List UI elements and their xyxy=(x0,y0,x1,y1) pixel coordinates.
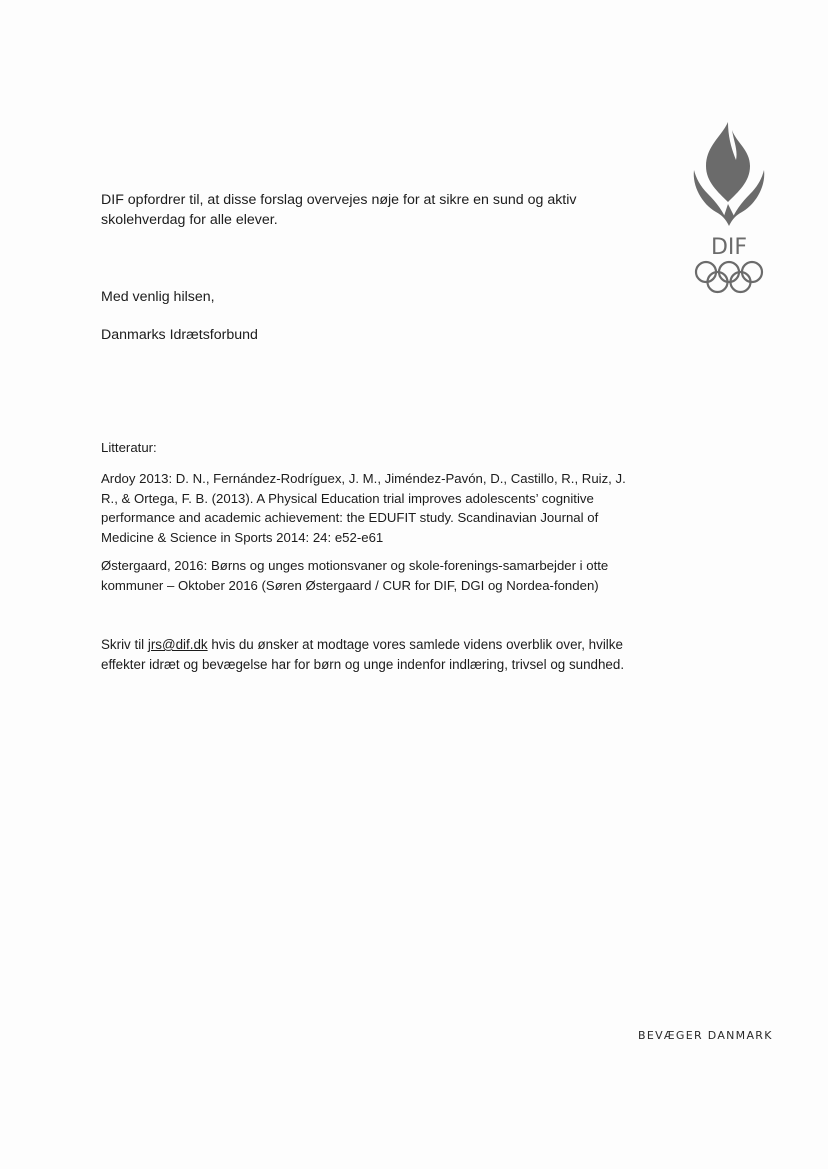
dif-flame-rings-icon xyxy=(688,120,770,298)
dif-logo xyxy=(688,120,770,298)
contact-paragraph xyxy=(101,635,661,675)
literature-heading: Litteratur: xyxy=(101,440,157,455)
signature: Danmarks Idrætsforbund xyxy=(101,327,258,343)
greeting: Med venlig hilsen, xyxy=(101,289,215,305)
closing-paragraph: DIF opfordrer til, at disse forslag overvejes nøje for at sikre en sund og aktiv skolehverdag for alle elever. xyxy=(101,192,577,228)
footer-tagline: BEVÆGER DANMARK xyxy=(638,1029,773,1042)
reference-item: Ardoy 2013: D. N., Fernández-Rodríguex, J. M., Jiméndez-Pavón, D., Castillo, R., Ruiz, J. R., & Ortega, F. B. (2013). A Physical Education trial improves adolescents’ cognitive performance and academic achievement: the EDUFIT study. Scandinavian Journal of Medicine & Science in Sports 2014: 24: e52-e61 xyxy=(101,471,626,545)
contact-email-link[interactable]: jrs@dif.dk xyxy=(147,637,208,652)
contact-suffix: hvis du ønsker at modtage vores samlede videns overblik over, hvilke effekter idræt og bevægelse har for børn og unge indenfor indlæring, trivsel og sundhed. xyxy=(101,637,625,672)
contact-prefix: Skriv til xyxy=(101,637,148,652)
reference-item: Østergaard, 2016: Børns og unges motionsvaner og skole-forenings-samarbejder i otte kommuner – Oktober 2016 (Søren Østergaard / CUR for DIF, DGI og Nordea-fonden) xyxy=(101,558,609,593)
dif-logo-text: DIF xyxy=(710,235,748,260)
